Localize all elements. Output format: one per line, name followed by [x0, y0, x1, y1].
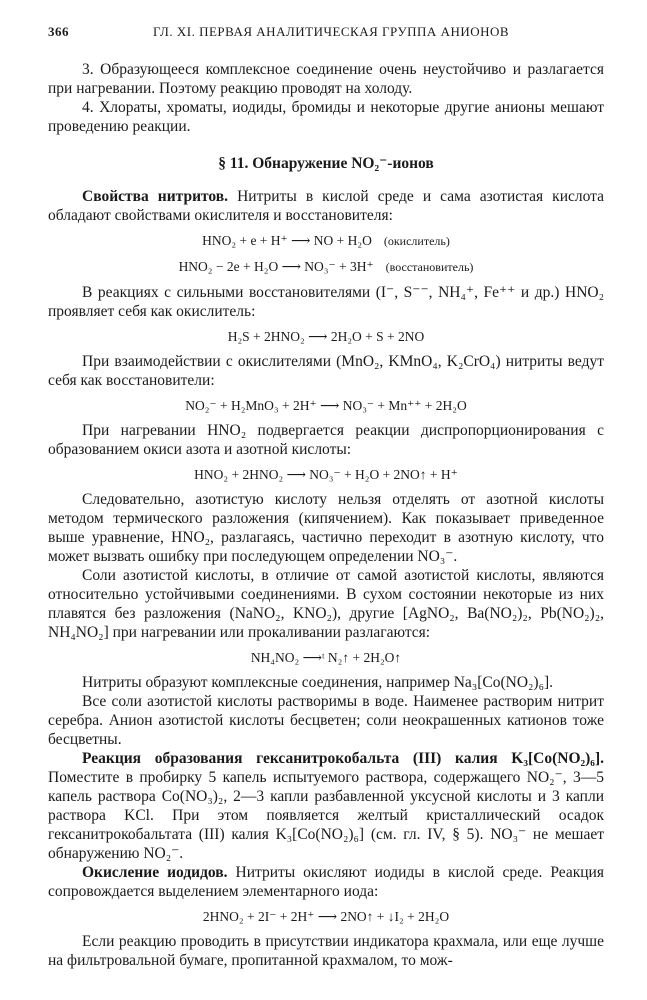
run-in-heading: Свойства нитритов. — [82, 188, 229, 205]
section-title: § 11. Обнаружение NO₂⁻-ионов — [218, 155, 434, 172]
paragraph-nitrite-properties — [48, 187, 604, 225]
paragraph-text: Нитриты окисляют иодиды в кислой среде. Реакция сопровождается выделением элементарного иода: — [48, 864, 604, 900]
paragraph-iodide-oxidation — [48, 863, 604, 901]
equation-note: (восстановитель) — [385, 260, 474, 274]
equation-text: HNO₂ − 2e + H₂O ⟶ NO₃⁻ + 3H⁺ — [178, 259, 374, 274]
paragraph-item-4: 4. Хлораты, хроматы, иодиды, бромиды и некоторые другие анионы мешают проведению реакции. — [48, 99, 604, 135]
equation-3: H₂S + 2HNO₂ ⟶ 2H₂O + S + 2NO — [227, 329, 425, 344]
paragraph-heating: При нагревании HNO₂ подвергается реакции диспропорционирования с образованием окиси азота и азотной кислоты: — [48, 422, 604, 458]
paragraph-cobaltinitrite-reaction — [48, 749, 604, 863]
running-title: ГЛ. XI. ПЕРВАЯ АНАЛИТИЧЕСКАЯ ГРУППА АНИОНОВ — [153, 24, 510, 39]
paragraph-text: Поместите в пробирку 5 капель испытуемого раствора, содержащего NO₂⁻, 3—5 капель раствора Co(NO₃)₂, 2—3 капли разбавленной уксусной кислоты и 3 капли раствора KCl. При этом появляется желтый кристаллический осадок гексанитрокобальтата (III) калия K₃[Co(NO₂)₆] (см. гл. IV, § 5). NO₃⁻ не мешает обнаружению NO₂⁻. — [48, 769, 604, 862]
paragraph-complexes: Нитриты образуют комплексные соединения, например Na₃[Co(NO₂)₆]. — [82, 674, 554, 691]
page-number: 366 — [48, 24, 69, 39]
run-in-heading: Реакция образования гексанитрокобальта (III) калия K₃[Co(NO₂)₆]. — [82, 750, 604, 767]
paragraph-starch: Если реакцию проводить в присутствии индикатора крахмала, или еще лучше на фильтровальной бумаге, пропитанной крахмалом, то мож- — [48, 933, 604, 969]
paragraph-text: Нитриты в кислой среде и сама азотистая кислота обладают свойствами окислителя и восстановителя: — [48, 188, 604, 224]
equation-5: HNO₂ + 2HNO₂ ⟶ NO₃⁻ + H₂O + 2NO↑ + H⁺ — [194, 467, 458, 482]
paragraph-solubility: Все соли азотистой кислоты растворимы в воде. Наименее растворим нитрит серебра. Анион азотистой кислоты бесцветен; соли неокрашенных катионов тоже бесцветны. — [48, 693, 604, 748]
paragraph-consequence: Следовательно, азотистую кислоту нельзя отделять от азотной кислоты методом термического разложения (кипячением). Как показывает приведенное выше уравнение, HNO₂, разлагаясь, частично переходит в азотную кислоту, что может вызвать ошибку при последующем определении NO₃⁻. — [48, 491, 604, 565]
page-header — [48, 24, 607, 44]
equation-note: (окислитель) — [383, 234, 450, 248]
equation-1 — [48, 231, 604, 251]
run-in-heading: Окисление иодидов. — [82, 864, 228, 881]
paragraph-strong-reducers: В реакциях с сильными восстановителями (I⁻, S⁻⁻, NH₄⁺, Fe⁺⁺ и др.) HNO₂ проявляет себя как окислитель: — [48, 284, 604, 320]
equation-text: HNO₂ + e + H⁺ ⟶ NO + H₂O — [202, 233, 372, 248]
paragraph-oxidizers: При взаимодействии с окислителями (MnO₂, KMnO₄, K₂CrO₄) нитриты ведут себя как восстановители: — [48, 353, 604, 389]
equation-2 — [48, 257, 604, 277]
equation-4: NO₂⁻ + H₂MnO₃ + 2H⁺ ⟶ NO₃⁻ + Mn⁺⁺ + 2H₂O — [185, 398, 467, 413]
page-body — [48, 60, 604, 970]
paragraph-item-3: 3. Образующееся комплексное соединение очень неустойчиво и разлагается при нагревании. Поэтому реакцию проводят на холоду. — [48, 61, 604, 97]
paragraph-salts: Соли азотистой кислоты, в отличие от самой азотистой кислоты, являются относительно устойчивыми соединениями. В сухом состоянии некоторые из них плавятся без разложения (NaNO₂, KNO₂), другие [AgNO₂, Ba(NO₂)₂, Pb(NO₂)₂, NH₄NO₂] при нагревании или прокаливании разлагаются: — [48, 567, 604, 641]
equation-6: NH₄NO₂ ⟶ᵗ N₂↑ + 2H₂O↑ — [250, 650, 402, 665]
equation-7: 2HNO₂ + 2I⁻ + 2H⁺ ⟶ 2NO↑ + ↓I₂ + 2H₂O — [202, 909, 450, 924]
